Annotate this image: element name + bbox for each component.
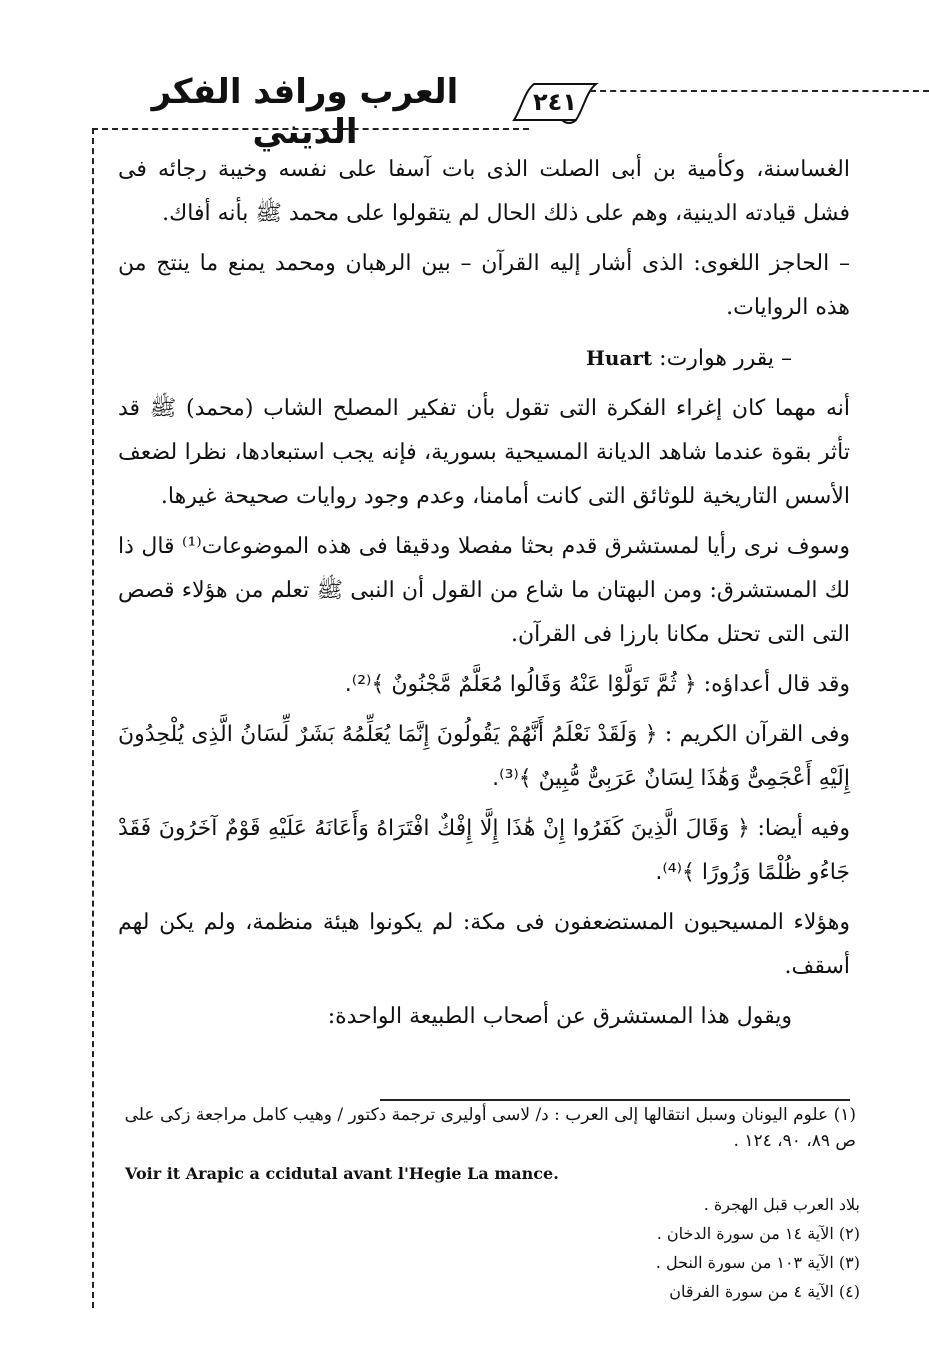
footnote-1: (١) علوم اليونان وسبل انتقالها إلى العرب : د/ لاسى أوليرى ترجمة دكتور / وهيب كامل مراجعة زكى على ص ٨٩، ٩٠، ١٢٤ . (124, 1105, 856, 1151)
paragraph (118, 713, 850, 801)
paragraph: ويقول هذا المستشرق عن أصحاب الطبيعة الواحدة: (327, 1004, 792, 1029)
footnote-3: (٣) الآية ١٠٣ من سورة النحل . (655, 1253, 860, 1272)
header-rule-right (590, 90, 929, 92)
paragraph: أنه مهما كان إغراء الفكرة التى تقول بأن تفكير المصلح الشاب (محمد) ﷺ قد تأثر بقوة عندما شاهد الديانة المسيحية بسورية، فإنه يجب استبعادها، نظرا لضعف الأسس التاريخية للوثائق التى كانت أمامنا، وعدم وجود روايات صحيحة غيرها. (118, 396, 850, 509)
footnote-list (560, 1190, 860, 1306)
paragraph (118, 336, 850, 381)
paragraph-text: وفيه أيضا: (757, 816, 851, 841)
header-rule (92, 128, 529, 130)
paragraph-text: – يقرر هوارت: (659, 346, 792, 371)
quran-verse: ﴿ وَلَقَدْ نَعْلَمُ أَنَّهُمْ يَقُولُونَ إِنَّمَا يُعَلِّمُهُ بَشَرٌ لِّسَانُ الَّذِى يُلْحِدُونَ إِلَيْهِ أَعْجَمِىٌّ وَهَٰذَا لِسَانٌ عَرَبِىٌّ مُّبِينٌ ﴾⁽³⁾. (118, 722, 850, 791)
paragraph: وهؤلاء المسيحيون المستضعفون فى مكة: لم يكونوا هيئة منظمة، ولم يكن لهم أسقف. (118, 910, 850, 979)
page-number: ٢٤١ (533, 88, 577, 116)
paragraph: – الحاجز اللغوى: الذى أشار إليه القرآن – بين الرهبان ومحمد يمنع ما ينتج من هذه الروايات. (118, 251, 850, 320)
paragraph (118, 807, 850, 895)
latin-name: Huart (586, 346, 653, 370)
footnote-separator (380, 1099, 850, 1101)
footnote-2: (٢) الآية ١٤ من سورة الدخان . (656, 1224, 860, 1243)
quran-verse: ﴿ وَقَالَ الَّذِينَ كَفَرُوا إِنْ هَٰذَا إِلَّا إِفْكٌ افْتَرَاهُ وَأَعَانَهُ عَلَيْهِ قَوْمٌ آخَرُونَ فَقَدْ جَاءُو ظُلْمًا وَزُورًا ﴾⁽⁴⁾. (118, 816, 850, 885)
main-text (118, 148, 850, 1045)
footnote-latin: Voir it Arapic a ccidutal avant l'Hegie La mance. (125, 1164, 559, 1183)
footnote-4: (٤) الآية ٤ من سورة الفرقان (669, 1282, 860, 1301)
quran-verse: ﴿ ثُمَّ تَوَلَّوْا عَنْهُ وَقَالُوا مُعَلَّمٌ مَّجْنُونٌ ﴾⁽²⁾. (344, 672, 697, 697)
running-header-title: العرب ورافد الفكر الديني (151, 72, 459, 152)
paragraph: الغساسنة، وكأمية بن أبى الصلت الذى بات آسفا على نفسه وخيبة رجائه فى فشل قيادته الدينية، وهم على ذلك الحال لم يتقولوا على محمد ﷺ بأنه أفاك. (118, 157, 850, 226)
paragraph-text: وفى القرآن الكريم : (664, 722, 851, 747)
paragraph-text: وقد قال أعداؤه: (703, 672, 850, 697)
footnote-line: بلاد العرب قبل الهجرة . (703, 1195, 860, 1214)
paragraph: وسوف نرى رأيا لمستشرق قدم بحثا مفصلا ودقيقا فى هذه الموضوعات⁽¹⁾ قال ذا لك المستشرق: ومن البهتان ما شاع من القول أن النبى ﷺ تعلم من هؤلاء قصص التى التى تحتل مكانا بارزا فى القرآن. (118, 534, 850, 647)
paragraph (118, 663, 850, 707)
margin-rule (92, 128, 94, 1308)
